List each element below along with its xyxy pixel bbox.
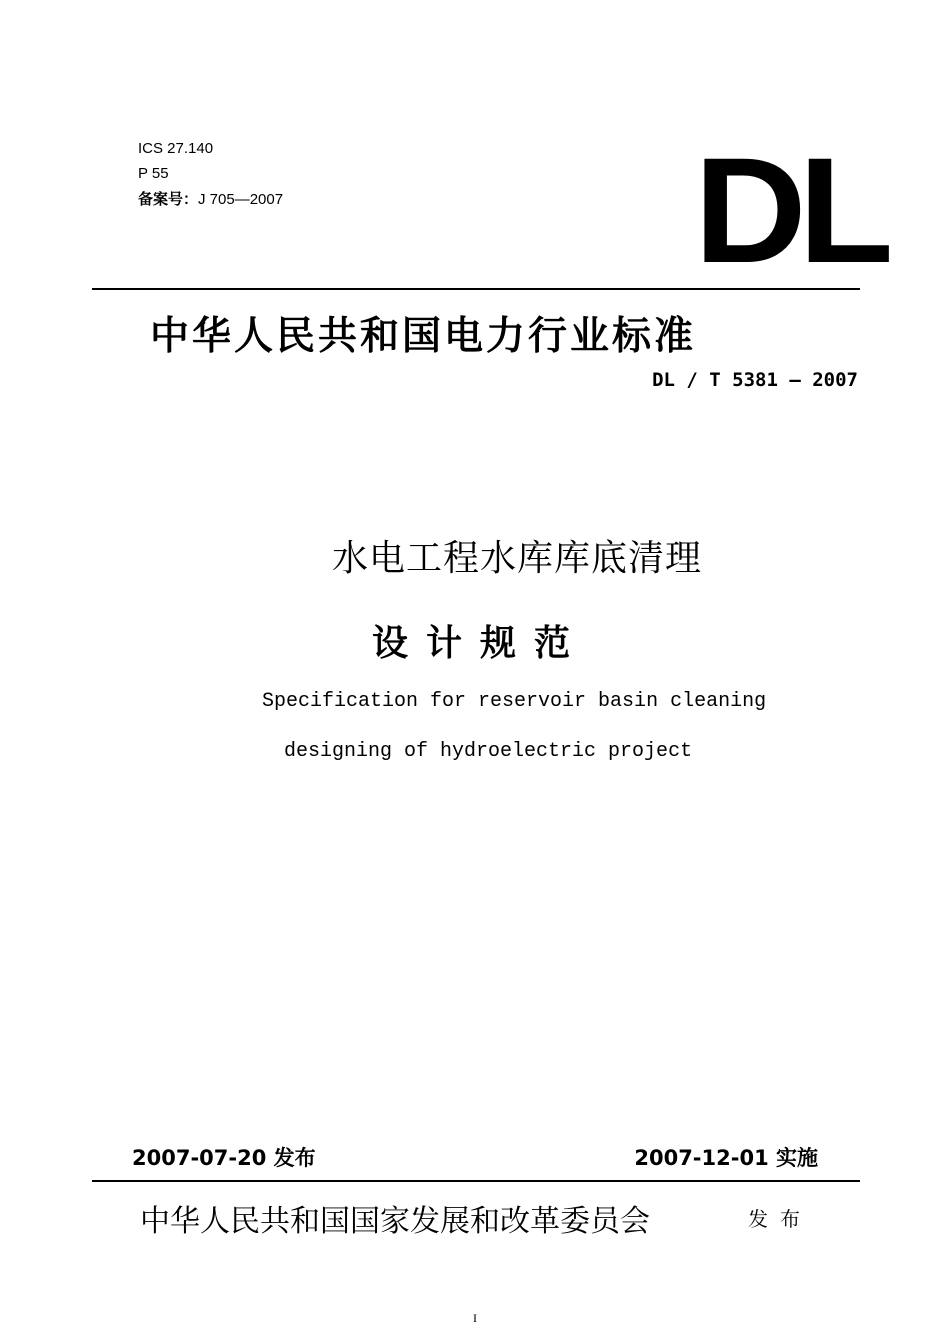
record-number (138, 190, 283, 209)
english-title-line1: Specification for reservoir basin cleaning (262, 690, 767, 713)
record-value: J 705—2007 (198, 191, 284, 208)
document-title-line1: 水电工程水库库底清理 (331, 538, 702, 579)
english-title-line2: designing of hydroelectric project (284, 740, 693, 763)
record-label: 备案号： (138, 190, 199, 208)
top-divider (92, 288, 860, 290)
document-title-line2: 设计规范 (372, 623, 589, 664)
standard-code: DL / T 5381 — 2007 (652, 369, 858, 391)
standard-category-title: 中华人民共和国电力行业标准 (150, 314, 697, 359)
issuing-authority: 中华人民共和国国家发展和改革委员会 (140, 1204, 650, 1239)
bottom-divider (92, 1180, 860, 1182)
ccs-code: P 55 (138, 165, 169, 182)
issue-word: 发布 (748, 1207, 812, 1231)
ics-code: ICS 27.140 (138, 140, 214, 157)
page-number: I (473, 1311, 477, 1325)
effective-date: 2007-12-01 实施 (634, 1146, 818, 1170)
dl-logo: DL (694, 126, 886, 294)
issue-date: 2007-07-20 发布 (132, 1146, 316, 1170)
